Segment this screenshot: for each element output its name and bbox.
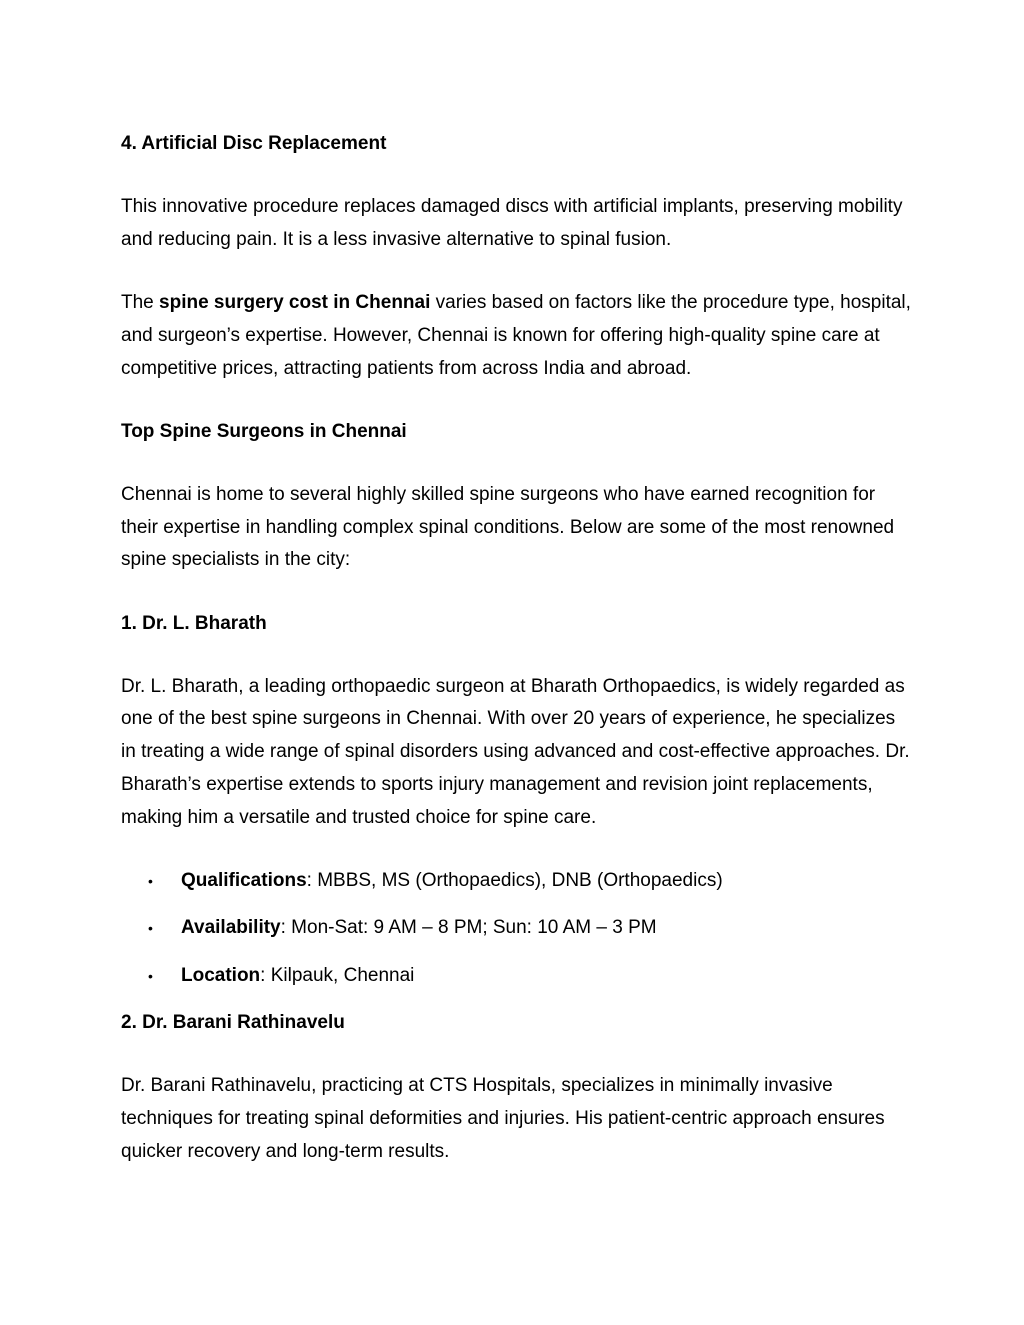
- doctor2-heading: 2. Dr. Barani Rathinavelu: [121, 1012, 345, 1034]
- cost-prefix: The: [121, 292, 160, 314]
- bullet-icon: •: [148, 872, 153, 889]
- detail-label: Availability: [181, 917, 281, 939]
- cost-suffix: varies based on factors like the procedure type, hospital, and surgeon’s expertise. However, Chennai is known for offering high-quality spine care at competitive prices, attracting patients from across India and abroad.: [121, 292, 911, 379]
- cost-bold-phrase: spine surgery cost in Chennai: [159, 292, 431, 314]
- top-surgeons-heading: Top Spine Surgeons in Chennai: [121, 420, 407, 442]
- cost-paragraph: [121, 287, 911, 385]
- list-item: [121, 865, 911, 898]
- doctor1-body: Dr. L. Bharath, a leading orthopaedic surgeon at Bharath Orthopaedics, is widely regarded as one of the best spine surgeons in Chennai. With over 20 years of experience, he specializes in treating a wide range of spinal disorders using advanced and cost-effective approaches. Dr. Bharath’s expertise extends to sports injury management and revision joint replacements, making him a versatile and trusted choice for spine care.: [121, 675, 910, 828]
- section-heading-artificial-disc: 4. Artificial Disc Replacement: [121, 133, 387, 154]
- doctor1-details-list: [121, 865, 911, 993]
- top-surgeons-body: Chennai is home to several highly skilled spine surgeons who have earned recognition for their expertise in handling complex spinal conditions. Below are some of the most renowned spine specialists in the city:: [121, 483, 895, 571]
- bullet-icon: •: [148, 967, 153, 984]
- section-body-artificial-disc: This innovative procedure replaces damaged discs with artificial implants, preserving mobility and reducing pain. It is a less invasive alternative to spinal fusion.: [121, 196, 903, 250]
- doctor1-heading: 1. Dr. L. Bharath: [121, 612, 267, 634]
- doctor2-body: Dr. Barani Rathinavelu, practicing at CTS Hospitals, specializes in minimally invasive techniques for treating spinal deformities and injuries. His patient-centric approach ensures quicker recovery and long-term results.: [121, 1075, 885, 1162]
- list-item: [121, 912, 911, 945]
- list-item: [121, 960, 911, 993]
- document-page: [121, 128, 911, 1169]
- bullet-icon: •: [148, 920, 153, 937]
- detail-label: Qualifications: [181, 869, 307, 891]
- detail-value: : MBBS, MS (Orthopaedics), DNB (Orthopaedics): [306, 869, 723, 891]
- detail-label: Location: [181, 964, 261, 986]
- detail-value: : Mon-Sat: 9 AM – 8 PM; Sun: 10 AM – 3 PM: [280, 917, 657, 939]
- detail-value: : Kilpauk, Chennai: [260, 964, 415, 986]
